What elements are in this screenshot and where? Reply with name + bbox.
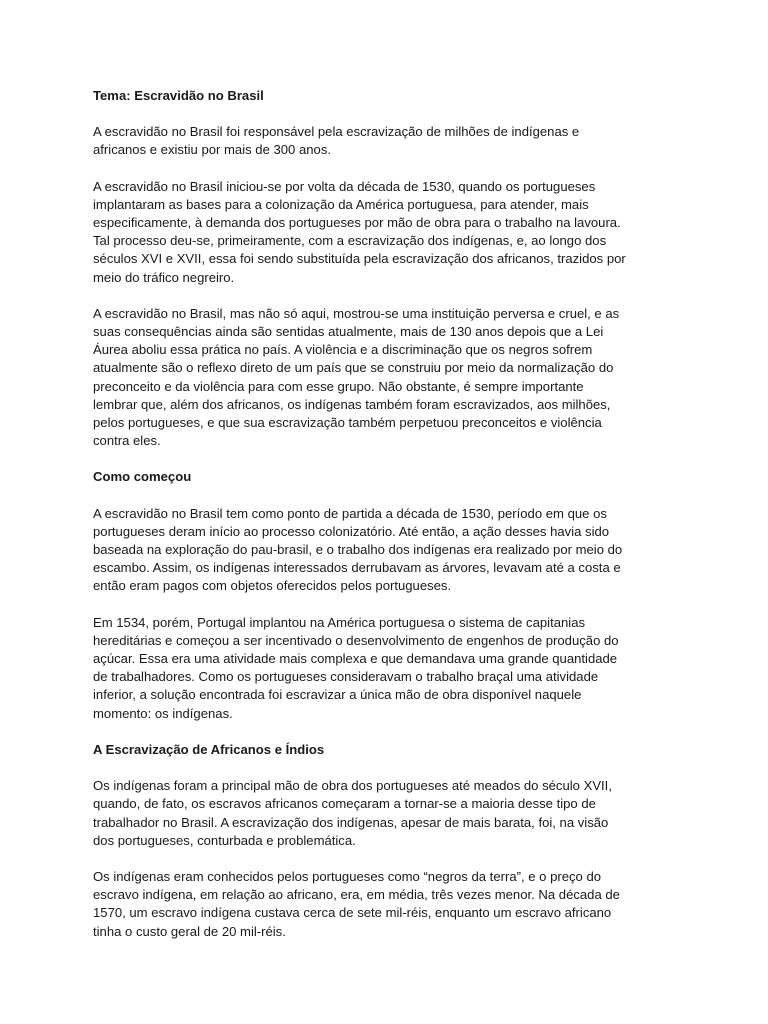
text-line: africanos e existiu por mais de 300 anos. xyxy=(93,142,332,158)
paragraph xyxy=(93,178,683,287)
text-line: A escravidão no Brasil iniciou-se por volta da década de 1530, quando os portugueses xyxy=(93,178,596,194)
text-line: A escravidão no Brasil, mas não só aqui, mostrou-se uma instituição perversa e cruel, e as xyxy=(93,305,620,321)
section-heading: Como começou xyxy=(93,469,192,485)
text-line: então eram pagos com objetos oferecidos pelos portugueses. xyxy=(93,578,452,594)
section xyxy=(93,123,683,450)
text-line: séculos XVI e XVII, essa foi sendo substituída pela escravização dos africanos, trazidos por xyxy=(93,251,626,267)
text-line: trabalhador no Brasil. A escravização dos indígenas, apesar de mais barata, foi, na visão xyxy=(93,814,609,830)
paragraph xyxy=(93,305,683,451)
text-line: lembrar que, além dos africanos, os indígenas também foram escravizados, aos milhões, xyxy=(93,396,611,412)
text-line: A escravidão no Brasil foi responsável pela escravização de milhões de indígenas e xyxy=(93,124,580,140)
text-line: contra eles. xyxy=(93,433,161,449)
text-line: escambo. Assim, os indígenas interessados derrubavam as árvores, levavam até a costa e xyxy=(93,560,621,576)
text-line: implantaram as bases para a colonização da América portuguesa, para atender, mais xyxy=(93,196,589,212)
text-line: atualmente são o reflexo direto de um país que se construiu por meio da normalização do xyxy=(93,360,614,376)
section-heading: A Escravização de Africanos e Índios xyxy=(93,741,325,757)
text-line: Os indígenas foram a principal mão de obra dos portugueses até meados do século XVII, xyxy=(93,778,612,794)
paragraph xyxy=(93,123,683,159)
text-line: inferior, a solução encontrada foi escravizar a única mão de obra disponível naquele xyxy=(93,687,582,703)
text-line: 1570, um escravo indígena custava cerca de sete mil-réis, enquanto um escravo africano xyxy=(93,905,612,921)
text-line: de trabalhadores. Como os portugueses consideravam o trabalho braçal uma atividade xyxy=(93,669,599,685)
text-line: tinha o custo geral de 20 mil-réis. xyxy=(93,923,286,939)
text-line: portugueses deram início ao processo colonizatório. Até então, a ação desses havia sido xyxy=(93,523,610,539)
text-line: quando, de fato, os escravos africanos começaram a tornar-se a maioria desse tipo de xyxy=(93,796,596,812)
paragraph xyxy=(93,505,683,596)
text-line: especificamente, à demanda dos portugueses por mão de obra para o trabalho na lavoura. xyxy=(93,215,621,231)
document-title: Tema: Escravidão no Brasil xyxy=(93,88,264,103)
section xyxy=(93,468,683,722)
text-line: Tal processo deu-se, primeiramente, com a escravização dos indígenas, e, ao longo dos xyxy=(93,233,607,249)
text-line: escravo indígena, em relação ao africano, era, em média, três vezes menor. Na década de xyxy=(93,887,620,903)
paragraph xyxy=(93,777,683,850)
text-line: Em 1534, porém, Portugal implantou na América portuguesa o sistema de capitanias xyxy=(93,614,586,630)
text-line: suas consequências ainda são sentidas atualmente, mais de 130 anos depois que a Lei xyxy=(93,324,604,340)
text-line: momento: os indígenas. xyxy=(93,705,233,721)
text-line: pelos portugueses, e que sua escravização também perpetuou preconceitos e violência xyxy=(93,415,602,431)
paragraph xyxy=(93,614,683,723)
text-line: preconceito e da violência para com esse grupo. Não obstante, é sempre importante xyxy=(93,378,584,394)
paragraph xyxy=(93,868,683,941)
document-sections xyxy=(93,123,683,941)
document-body xyxy=(93,87,683,959)
text-line: baseada na exploração do pau-brasil, e o trabalho dos indígenas era realizado por meio do xyxy=(93,542,623,558)
text-line: hereditárias e começou a ser incentivado o desenvolvimento de engenhos de produção do xyxy=(93,632,619,648)
text-line: Áurea aboliu essa prática no país. A violência e a discriminação que os negros sofrem xyxy=(93,342,593,358)
text-line: dos portugueses, conturbada e problemática. xyxy=(93,832,356,848)
text-line: A escravidão no Brasil tem como ponto de partida a década de 1530, período em que os xyxy=(93,505,607,521)
text-line: meio do tráfico negreiro. xyxy=(93,269,235,285)
text-line: açúcar. Essa era uma atividade mais complexa e que demandava uma grande quantidade xyxy=(93,651,618,667)
text-line: Os indígenas eram conhecidos pelos portugueses como “negros da terra”, e o preço do xyxy=(93,868,602,884)
section xyxy=(93,741,683,941)
